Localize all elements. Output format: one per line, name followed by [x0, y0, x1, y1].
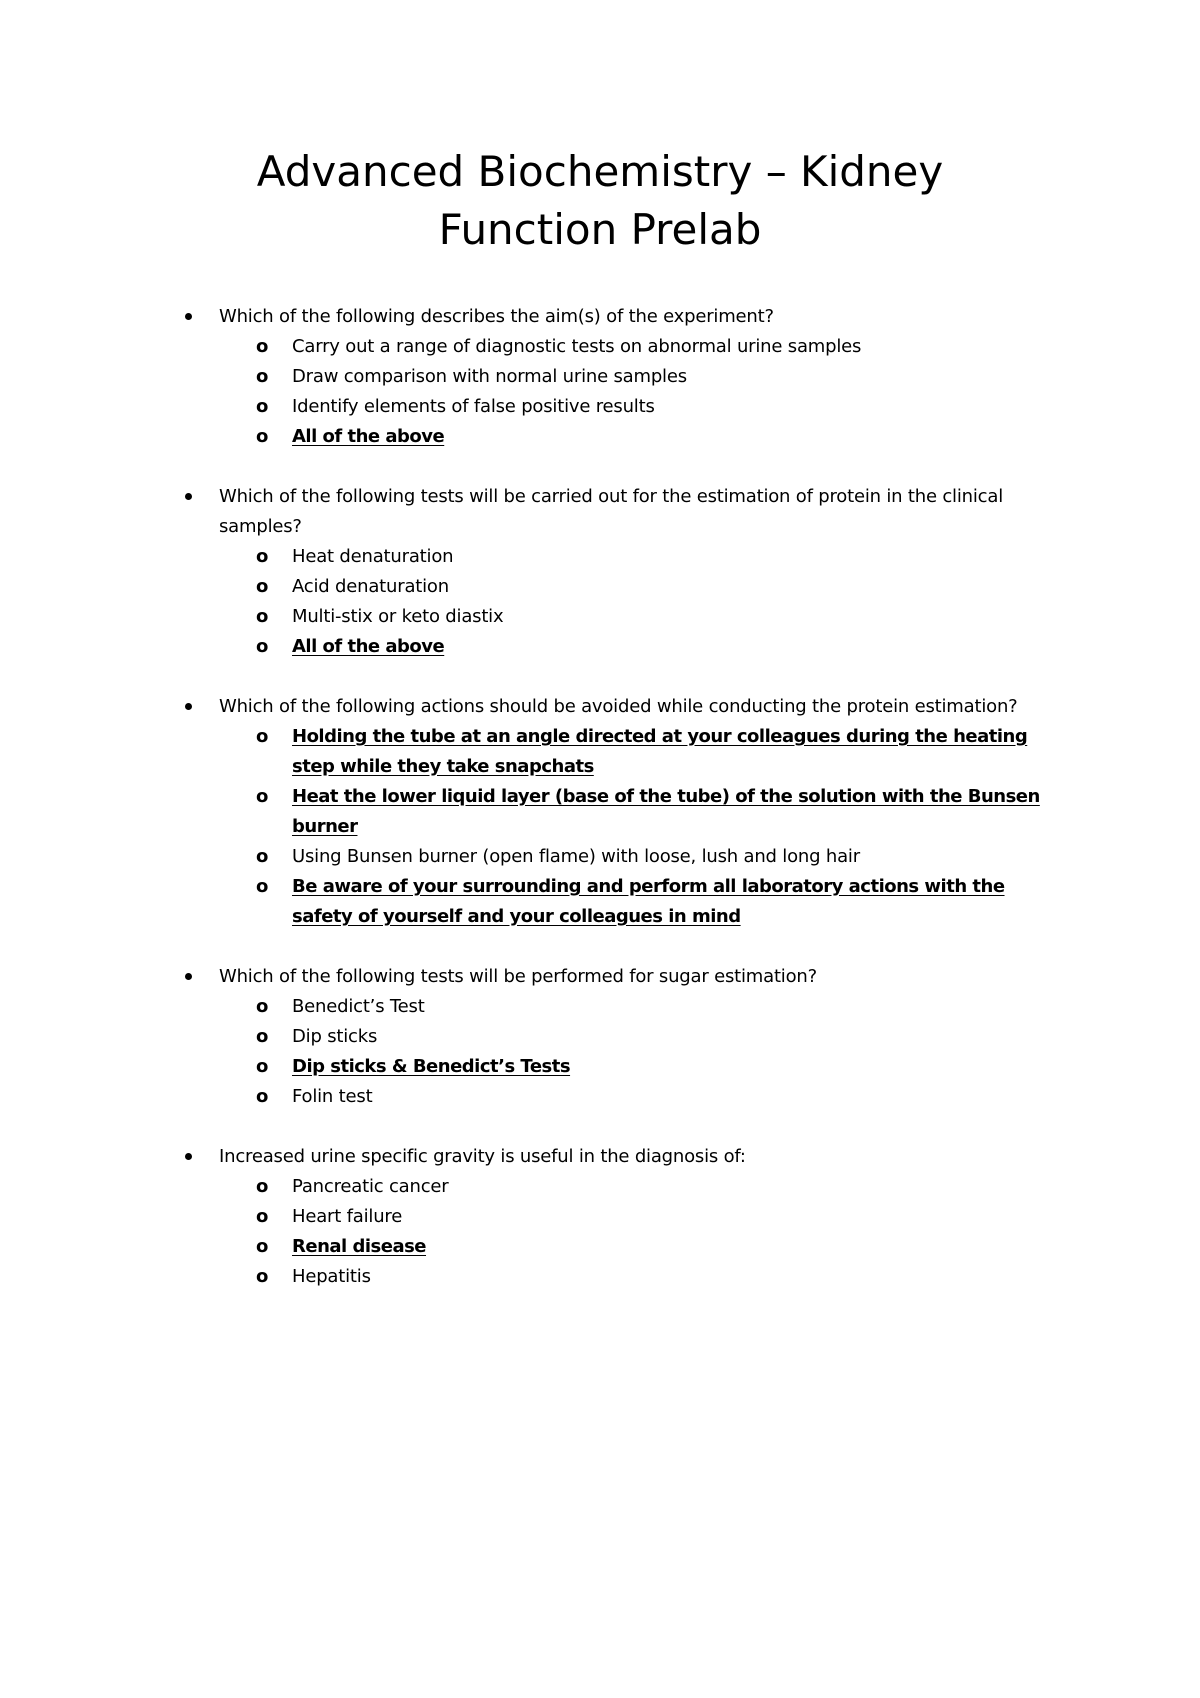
answer-option-text: All of the above	[292, 636, 445, 657]
question-item	[0, 302, 1200, 452]
question-list	[0, 302, 1200, 1322]
answer-option-text: Draw comparison with normal urine samples	[292, 366, 687, 387]
answer-option-text: Heart failure	[292, 1206, 403, 1227]
answer-option-list	[0, 722, 1200, 932]
option-bullet-icon: o	[256, 1026, 269, 1047]
answer-option-text: Heat denaturation	[292, 546, 454, 567]
option-bullet-icon: o	[256, 1176, 269, 1197]
answer-option-list	[0, 1172, 1200, 1292]
option-bullet-icon: o	[256, 576, 269, 597]
answer-option	[0, 1202, 1200, 1232]
answer-option-text: Acid denaturation	[292, 576, 449, 597]
bullet-icon	[185, 703, 192, 710]
question-text: Which of the following describes the aim(s) of the experiment?	[219, 306, 774, 327]
document-title	[0, 143, 1200, 259]
question-item	[0, 962, 1200, 1112]
answer-option	[0, 542, 1200, 572]
question-text: Which of the following tests will be performed for sugar estimation?	[219, 966, 817, 987]
option-bullet-icon: o	[256, 726, 269, 747]
answer-option	[0, 362, 1200, 392]
option-bullet-icon: o	[256, 636, 269, 657]
answer-option-text: Multi-stix or keto diastix	[292, 606, 504, 627]
option-bullet-icon: o	[256, 366, 269, 387]
answer-option-correct	[0, 872, 1200, 932]
option-bullet-icon: o	[256, 396, 269, 417]
answer-option-correct	[0, 722, 1200, 782]
answer-option-text: Holding the tube at an angle directed at your colleagues during the heating step while they take snapchats	[292, 726, 1028, 777]
answer-option	[0, 842, 1200, 872]
option-bullet-icon: o	[256, 1056, 269, 1077]
option-bullet-icon: o	[256, 336, 269, 357]
answer-option	[0, 992, 1200, 1022]
answer-option-text: Heat the lower liquid layer (base of the tube) of the solution with the Bunsen burner	[292, 786, 1040, 837]
answer-option-text: Folin test	[292, 1086, 373, 1107]
answer-option-text: Benedict’s Test	[292, 996, 425, 1017]
answer-option	[0, 1082, 1200, 1112]
option-bullet-icon: o	[256, 546, 269, 567]
option-bullet-icon: o	[256, 1266, 269, 1287]
document-title-line-1: Advanced Biochemistry – Kidney	[256, 147, 944, 196]
answer-option	[0, 602, 1200, 632]
bullet-icon	[185, 973, 192, 980]
question-text: Which of the following tests will be carried out for the estimation of protein in the clinical samples?	[219, 486, 1003, 537]
answer-option-text: All of the above	[292, 426, 445, 447]
question-item	[0, 1142, 1200, 1292]
answer-option-text: Dip sticks	[292, 1026, 378, 1047]
answer-option-text: Identify elements of false positive results	[292, 396, 655, 417]
option-bullet-icon: o	[256, 426, 269, 447]
bullet-icon	[185, 493, 192, 500]
answer-option-list	[0, 332, 1200, 452]
option-bullet-icon: o	[256, 1086, 269, 1107]
option-bullet-icon: o	[256, 1236, 269, 1257]
answer-option-text: Carry out a range of diagnostic tests on abnormal urine samples	[292, 336, 862, 357]
answer-option-correct	[0, 632, 1200, 662]
answer-option-list	[0, 542, 1200, 662]
answer-option-list	[0, 992, 1200, 1112]
option-bullet-icon: o	[256, 846, 269, 867]
answer-option	[0, 1022, 1200, 1052]
answer-option-correct	[0, 1052, 1200, 1082]
option-bullet-icon: o	[256, 876, 269, 897]
answer-option	[0, 1262, 1200, 1292]
answer-option	[0, 332, 1200, 362]
question-text: Which of the following actions should be avoided while conducting the protein estimation?	[219, 696, 1018, 717]
answer-option	[0, 572, 1200, 602]
answer-option-correct	[0, 422, 1200, 452]
bullet-icon	[185, 1153, 192, 1160]
option-bullet-icon: o	[256, 1206, 269, 1227]
answer-option-text: Pancreatic cancer	[292, 1176, 449, 1197]
bullet-icon	[185, 313, 192, 320]
document-title-line-2: Function Prelab	[438, 205, 762, 254]
question-text: Increased urine specific gravity is useful in the diagnosis of:	[219, 1146, 746, 1167]
option-bullet-icon: o	[256, 996, 269, 1017]
answer-option-text: Be aware of your surrounding and perform all laboratory actions with the safety of yourself and your colleagues in mind	[292, 876, 1005, 927]
question-item	[0, 482, 1200, 662]
answer-option	[0, 1172, 1200, 1202]
question-item	[0, 692, 1200, 932]
option-bullet-icon: o	[256, 606, 269, 627]
answer-option-correct	[0, 782, 1200, 842]
option-bullet-icon: o	[256, 786, 269, 807]
answer-option-correct	[0, 1232, 1200, 1262]
answer-option-text: Using Bunsen burner (open flame) with loose, lush and long hair	[292, 846, 860, 867]
answer-option-text: Dip sticks & Benedict’s Tests	[292, 1056, 571, 1077]
answer-option-text: Renal disease	[292, 1236, 427, 1257]
answer-option-text: Hepatitis	[292, 1266, 371, 1287]
answer-option	[0, 392, 1200, 422]
